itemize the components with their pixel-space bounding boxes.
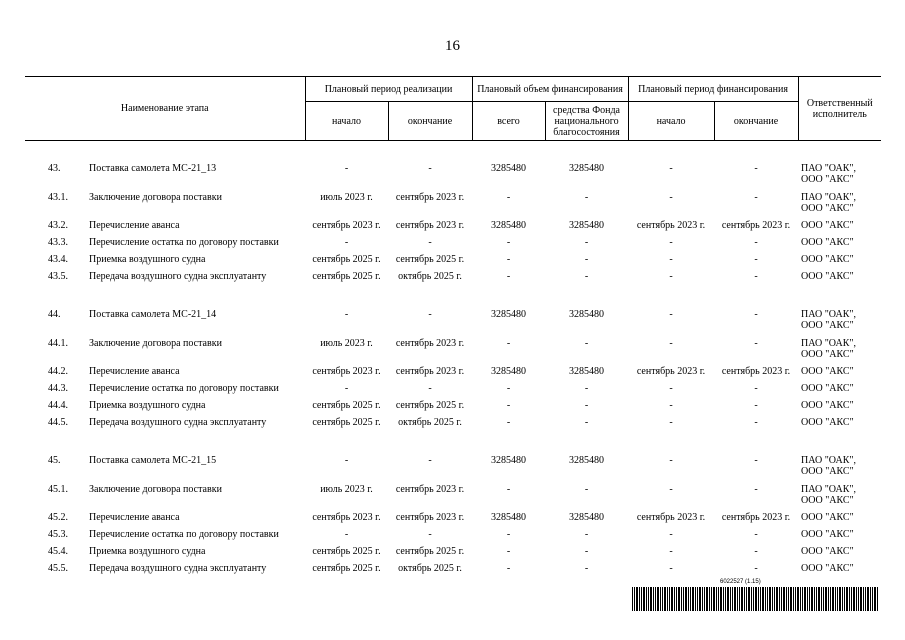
cell-name: Передача воздушного судна эксплуатанту	[89, 563, 267, 574]
page-number: 16	[445, 38, 460, 54]
cell-exec: ООО "АКС"	[801, 366, 854, 377]
cell-total: -	[506, 529, 511, 540]
table-row	[25, 307, 881, 336]
cell-total: -	[506, 383, 511, 394]
cell-fstart: -	[669, 529, 673, 540]
cell-name: Перечисление остатка по договору поставки	[89, 237, 279, 248]
cell-total: -	[506, 546, 511, 557]
cell-exec: ПАО "ОАК", ООО "АКС"	[801, 192, 856, 214]
table-row	[25, 416, 881, 433]
cell-end: сентябрь 2025 г.	[395, 546, 465, 557]
plan-table-body	[25, 141, 881, 580]
header-stage-name: Наименование этапа	[25, 77, 305, 141]
cell-total: -	[506, 271, 511, 282]
cell-total: 3285480	[491, 220, 527, 231]
cell-fstart: -	[669, 455, 673, 466]
cell-start: -	[344, 529, 349, 540]
table-row	[25, 253, 881, 270]
cell-total: 3285480	[491, 455, 527, 466]
cell-end: октябрь 2025 г.	[398, 271, 462, 282]
cell-fend: -	[754, 546, 758, 557]
cell-total: -	[506, 338, 511, 349]
header-fin-start: начало	[628, 102, 714, 141]
cell-start: -	[344, 383, 349, 394]
cell-num: 44.1.	[48, 338, 68, 349]
cell-exec: ООО "АКС"	[801, 383, 854, 394]
cell-num: 44.	[48, 309, 61, 320]
cell-exec: ПАО "ОАК", ООО "АКС"	[801, 309, 856, 331]
cell-name: Передача воздушного судна эксплуатанту	[89, 417, 267, 428]
cell-start: сентябрь 2025 г.	[312, 563, 381, 574]
cell-end: октябрь 2025 г.	[398, 417, 462, 428]
cell-fstart: -	[669, 546, 673, 557]
cell-name: Перечисление аванса	[89, 366, 180, 377]
cell-name: Передача воздушного судна эксплуатанту	[89, 271, 267, 282]
cell-fend: -	[754, 484, 758, 495]
cell-total: -	[506, 254, 511, 265]
header-executor: Ответственный исполнитель	[798, 77, 881, 141]
cell-fund: -	[584, 237, 589, 248]
cell-num: 44.2.	[48, 366, 68, 377]
table-row	[25, 236, 881, 253]
cell-num: 45.	[48, 455, 61, 466]
cell-name: Приемка воздушного судна	[89, 400, 206, 411]
cell-fund: 3285480	[569, 220, 605, 231]
cell-exec: ПАО "ОАК", ООО "АКС"	[801, 455, 856, 477]
cell-name: Приемка воздушного судна	[89, 254, 206, 265]
cell-end: -	[428, 163, 432, 174]
cell-exec: ПАО "ОАК", ООО "АКС"	[801, 338, 856, 360]
cell-end: сентябрь 2023 г.	[395, 192, 465, 203]
cell-fstart: -	[669, 563, 673, 574]
cell-fend: сентябрь 2023 г.	[721, 512, 791, 523]
cell-num: 44.4.	[48, 400, 68, 411]
cell-name: Поставка самолета МС-21_13	[89, 163, 217, 174]
cell-num: 43.5.	[48, 271, 68, 282]
cell-total: 3285480	[491, 512, 527, 523]
cell-name: Заключение договора поставки	[89, 192, 222, 203]
table-row	[25, 382, 881, 399]
cell-exec: ООО "АКС"	[801, 271, 854, 282]
cell-exec: ПАО "ОАК", ООО "АКС"	[801, 163, 856, 185]
table-row	[25, 219, 881, 236]
cell-start: сентябрь 2025 г.	[312, 417, 381, 428]
cell-fund: -	[584, 563, 589, 574]
cell-start: -	[344, 309, 349, 320]
cell-fend: -	[754, 271, 758, 282]
cell-start: -	[344, 237, 349, 248]
cell-end: октябрь 2025 г.	[398, 563, 462, 574]
table-row	[25, 545, 881, 562]
header-fin-period: Плановый период финансирования	[628, 77, 798, 102]
cell-end: сентябрь 2023 г.	[395, 484, 465, 495]
header-fin-end: окончание	[714, 102, 798, 141]
cell-name: Перечисление аванса	[89, 220, 180, 231]
cell-fstart: сентябрь 2023 г.	[636, 220, 706, 231]
cell-end: сентябрь 2023 г.	[395, 512, 465, 523]
cell-start: июль 2023 г.	[320, 484, 373, 495]
cell-end: -	[428, 529, 432, 540]
cell-start: июль 2023 г.	[320, 338, 373, 349]
cell-end: -	[428, 237, 432, 248]
cell-num: 45.4.	[48, 546, 68, 557]
table-row	[25, 482, 881, 511]
table-row	[25, 399, 881, 416]
cell-name: Заключение договора поставки	[89, 484, 222, 495]
cell-exec: ООО "АКС"	[801, 512, 854, 523]
cell-total: -	[506, 563, 511, 574]
cell-fstart: -	[669, 400, 673, 411]
cell-exec: ООО "АКС"	[801, 563, 854, 574]
cell-total: -	[506, 400, 511, 411]
cell-end: сентябрь 2025 г.	[395, 254, 465, 265]
cell-fund: -	[584, 254, 589, 265]
cell-end: сентябрь 2025 г.	[395, 400, 465, 411]
header-fin-volume: Плановый объем финансирования	[472, 77, 628, 102]
cell-fund: -	[584, 484, 589, 495]
cell-exec: ПАО "ОАК", ООО "АКС"	[801, 484, 856, 506]
cell-fund: -	[584, 383, 589, 394]
header-impl-period: Плановый период реализации	[305, 77, 472, 102]
header-impl-end: окончание	[388, 102, 472, 141]
cell-num: 45.2.	[48, 512, 68, 523]
cell-fund: -	[584, 192, 589, 203]
cell-total: -	[506, 237, 511, 248]
cell-start: сентябрь 2025 г.	[312, 400, 381, 411]
cell-name: Перечисление остатка по договору поставки	[89, 529, 279, 540]
cell-fund: -	[584, 529, 589, 540]
table-row	[25, 270, 881, 287]
cell-name: Приемка воздушного судна	[89, 546, 206, 557]
table-row	[25, 528, 881, 545]
cell-fend: сентябрь 2023 г.	[721, 366, 791, 377]
cell-exec: ООО "АКС"	[801, 220, 854, 231]
cell-start: сентябрь 2025 г.	[312, 271, 381, 282]
cell-fstart: -	[669, 383, 673, 394]
cell-end: -	[428, 383, 432, 394]
cell-num: 44.3.	[48, 383, 68, 394]
cell-num: 45.5.	[48, 563, 68, 574]
cell-fend: -	[754, 163, 758, 174]
cell-fstart: сентябрь 2023 г.	[636, 512, 706, 523]
cell-fend: сентябрь 2023 г.	[721, 220, 791, 231]
table-row	[25, 562, 881, 579]
cell-num: 43.3.	[48, 237, 68, 248]
header-fin-fund: средства Фонда национального благосостояния	[545, 102, 628, 141]
cell-fend: -	[754, 254, 758, 265]
cell-fend: -	[754, 563, 758, 574]
table-row	[25, 161, 881, 190]
cell-start: сентябрь 2025 г.	[312, 254, 381, 265]
cell-name: Поставка самолета МС-21_14	[89, 309, 217, 320]
cell-exec: ООО "АКС"	[801, 400, 854, 411]
cell-total: 3285480	[491, 309, 527, 320]
cell-exec: ООО "АКС"	[801, 417, 854, 428]
cell-start: -	[344, 455, 349, 466]
cell-fund: 3285480	[569, 366, 605, 377]
cell-end: -	[428, 455, 432, 466]
cell-name: Перечисление остатка по договору поставки	[89, 383, 279, 394]
header-impl-start: начало	[305, 102, 388, 141]
cell-start: июль 2023 г.	[320, 192, 373, 203]
cell-fund: 3285480	[569, 455, 605, 466]
cell-fund: -	[584, 338, 589, 349]
cell-fend: -	[754, 192, 758, 203]
barcode-image	[632, 587, 880, 611]
cell-end: сентябрь 2023 г.	[395, 338, 465, 349]
cell-exec: ООО "АКС"	[801, 546, 854, 557]
table-row	[25, 336, 881, 365]
cell-fstart: -	[669, 271, 673, 282]
cell-fend: -	[754, 400, 758, 411]
cell-fend: -	[754, 383, 758, 394]
table-row	[25, 511, 881, 528]
cell-fend: -	[754, 309, 758, 320]
cell-name: Поставка самолета МС-21_15	[89, 455, 217, 466]
cell-fend: -	[754, 338, 758, 349]
cell-start: сентябрь 2023 г.	[312, 220, 381, 231]
cell-num: 43.4.	[48, 254, 68, 265]
cell-total: -	[506, 417, 511, 428]
cell-total: 3285480	[491, 366, 527, 377]
cell-num: 43.2.	[48, 220, 68, 231]
cell-fund: -	[584, 271, 589, 282]
cell-total: 3285480	[491, 163, 527, 174]
cell-fend: -	[754, 529, 758, 540]
cell-exec: ООО "АКС"	[801, 529, 854, 540]
cell-fund: 3285480	[569, 309, 605, 320]
cell-end: -	[428, 309, 432, 320]
cell-fstart: сентябрь 2023 г.	[636, 366, 706, 377]
cell-start: -	[344, 163, 349, 174]
cell-total: -	[506, 192, 511, 203]
cell-exec: ООО "АКС"	[801, 254, 854, 265]
cell-name: Заключение договора поставки	[89, 338, 222, 349]
cell-exec: ООО "АКС"	[801, 237, 854, 248]
barcode-label: 6022527 (1.15)	[720, 579, 761, 585]
table-row	[25, 365, 881, 382]
cell-start: сентябрь 2023 г.	[312, 366, 381, 377]
cell-fstart: -	[669, 192, 673, 203]
cell-num: 43.1.	[48, 192, 68, 203]
cell-fend: -	[754, 455, 758, 466]
cell-fstart: -	[669, 309, 673, 320]
cell-num: 45.1.	[48, 484, 68, 495]
cell-fstart: -	[669, 338, 673, 349]
cell-fstart: -	[669, 237, 673, 248]
cell-fund: -	[584, 417, 589, 428]
cell-fund: 3285480	[569, 512, 605, 523]
cell-fund: 3285480	[569, 163, 605, 174]
cell-end: сентябрь 2023 г.	[395, 366, 465, 377]
table-row	[25, 453, 881, 482]
cell-fend: -	[754, 417, 758, 428]
cell-fstart: -	[669, 254, 673, 265]
cell-start: сентябрь 2025 г.	[312, 546, 381, 557]
cell-fund: -	[584, 400, 589, 411]
cell-end: сентябрь 2023 г.	[395, 220, 465, 231]
cell-fstart: -	[669, 417, 673, 428]
header-fin-total: всего	[472, 102, 545, 141]
plan-table	[25, 76, 881, 579]
cell-total: -	[506, 484, 511, 495]
table-row	[25, 190, 881, 219]
cell-fstart: -	[669, 484, 673, 495]
cell-num: 44.5.	[48, 417, 68, 428]
cell-start: сентябрь 2023 г.	[312, 512, 381, 523]
cell-fend: -	[754, 237, 758, 248]
cell-num: 45.3.	[48, 529, 68, 540]
cell-fund: -	[584, 546, 589, 557]
cell-fstart: -	[669, 163, 673, 174]
cell-num: 43.	[48, 163, 61, 174]
cell-name: Перечисление аванса	[89, 512, 180, 523]
